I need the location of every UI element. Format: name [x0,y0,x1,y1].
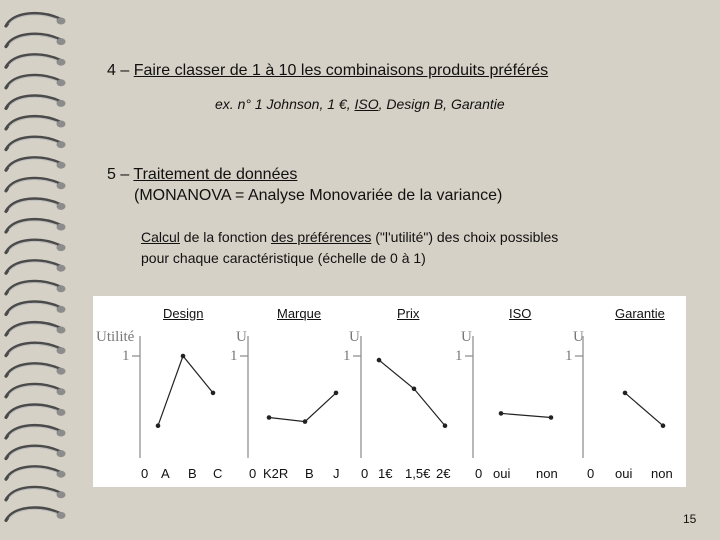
utility-charts [93,296,686,487]
chart-header-4: Garantie [615,306,665,321]
spiral-ring [6,14,66,26]
x-tick-0-3: C [213,466,223,481]
y-axis-label-3: U [461,329,472,345]
section-5-subtitle: (MONANOVA = Analyse Monovariée de la variance) [134,187,503,204]
spiral-ring [6,240,66,252]
data-point-0-1 [181,354,186,359]
series-line-3 [501,413,551,417]
spiral-ring [6,364,66,376]
x-tick-0-2: B [188,466,197,481]
y-tick-label-0: 1 [122,348,130,364]
data-point-2-2 [443,423,448,428]
spiral-ring [6,384,66,396]
data-point-2-1 [412,387,417,392]
x-tick-1-2: B [305,466,314,481]
x-tick-3-2: non [536,466,558,481]
section-4-title: Faire classer de 1 à 10 les combinaisons produits préférés [133,62,549,79]
example-prefix: ex. n° 1 Johnson, 1 €, [215,96,355,112]
chart-header-0: Design [163,306,204,321]
y-axis-label-0: Utilité [96,329,135,345]
section-4-example [215,96,505,112]
series-line-2 [379,360,445,426]
data-point-3-0 [499,411,504,416]
x-tick-1-3: J [333,466,340,481]
spiral-ring [6,34,66,46]
x-tick-3-1: oui [493,466,511,481]
page-number: 15 [683,512,697,526]
x-tick-4-0: 0 [587,466,595,481]
spiral-ring [6,343,66,355]
data-point-4-1 [661,423,666,428]
spiral-ring [6,75,66,87]
calc-mid-2: ("l'utilité") des choix possibles [371,229,559,245]
section-4-number: 4 – [107,62,130,79]
x-tick-3-0: 0 [475,466,483,481]
spiral-ring [6,487,66,499]
data-point-1-1 [303,419,308,424]
data-point-2-0 [377,358,382,363]
spiral-ring [6,178,66,190]
x-tick-4-1: oui [615,466,633,481]
chart-header-3: ISO [509,306,532,321]
section-5-heading [107,166,297,184]
chart-header-2: Prix [397,306,420,321]
y-axis-label-4: U [573,329,584,345]
example-iso: ISO [354,96,379,112]
x-tick-4-2: non [651,466,673,481]
section-5-number: 5 – [107,166,130,183]
data-point-0-0 [156,423,161,428]
spiral-ring [6,137,66,149]
section-5-title: Traitement de données [133,166,298,183]
spiral-ring [6,261,66,273]
series-line-0 [158,356,213,426]
spiral-ring [6,281,66,293]
spiral-ring [6,55,66,67]
x-tick-1-0: 0 [249,466,257,481]
spiral-ring [6,302,66,314]
spiral-binding [0,0,70,540]
spiral-ring [6,508,66,520]
data-point-1-0 [267,415,272,420]
section-4-heading [107,62,548,80]
x-tick-1-1: K2R [263,466,289,481]
utility-charts-svg [93,296,686,487]
y-tick-label-3: 1 [455,348,463,364]
spiral-ring [6,405,66,417]
series-line-4 [625,393,663,426]
spiral-ring [6,446,66,458]
y-axis-label-1: U [236,329,247,345]
data-point-1-2 [334,391,339,396]
spiral-ring [6,426,66,438]
x-tick-2-1: 1€ [378,466,393,481]
x-tick-0-1: A [161,466,170,481]
x-tick-2-0: 0 [361,466,369,481]
data-point-0-2 [211,391,216,396]
spiral-ring [6,158,66,170]
x-tick-2-3: 2€ [436,466,451,481]
spiral-ring [6,323,66,335]
spiral-ring [6,96,66,108]
spiral-ring [6,199,66,211]
calc-preferences: des préférences [270,229,372,245]
calc-mid-1: de la fonction [179,229,271,245]
y-tick-label-2: 1 [343,348,351,364]
series-line-1 [269,393,336,422]
x-tick-0-0: 0 [141,466,149,481]
data-point-4-0 [623,391,628,396]
calculation-line-1 [141,229,558,245]
y-tick-label-1: 1 [230,348,238,364]
calc-word: Calcul [141,229,180,245]
data-point-3-1 [549,415,554,420]
spiral-ring [6,220,66,232]
x-tick-2-2: 1,5€ [405,466,431,481]
y-tick-label-4: 1 [565,348,573,364]
spiral-ring [6,467,66,479]
y-axis-label-2: U [349,329,360,345]
chart-header-1: Marque [277,306,322,321]
spiral-ring [6,117,66,129]
example-suffix: , Design B, Garantie [378,96,505,112]
calculation-line-2: pour chaque caractéristique (échelle de 0 à 1) [141,250,426,266]
